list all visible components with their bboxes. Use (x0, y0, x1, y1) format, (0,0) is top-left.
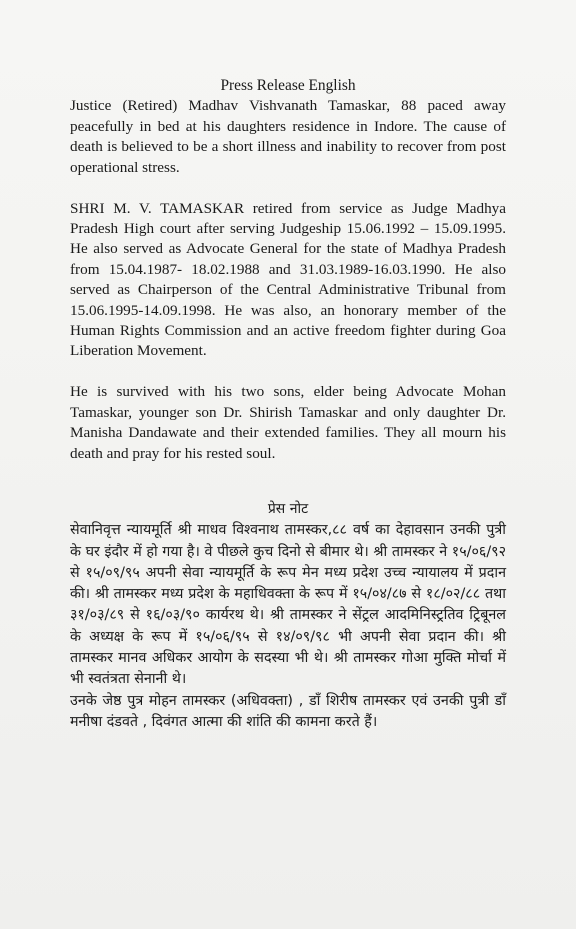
english-paragraph-3: He is survived with his two sons, elder being Advocate Mohan Tamaskar, younger son Dr. Shirish Tamaskar and only daughter Dr. Manisha Dandawate and their extended families. They all mourn his death and pray for his rested soul. (70, 383, 506, 462)
hindi-paragraph-2: उनके जेष्ठ पुत्र मोहन तामस्कर (अधिवक्ता) , डॉं शिरीष तामस्कर एवं उनकी पुत्री डॉं मनीषा दंडवते , दिवंगत आत्मा की शांति की कामना करते हैं। (70, 692, 506, 730)
english-press-release (70, 76, 506, 484)
hindi-press-note (70, 499, 506, 733)
hindi-title: प्रेस नोट (267, 501, 309, 517)
english-title: Press Release English (220, 77, 356, 94)
english-paragraph-1: Justice (Retired) Madhav Vishvanath Tamaskar, 88 paced away peacefully in bed at his daughters residence in Indore. The cause of death is believed to be a short illness and inability to recover from post operational stress. (70, 97, 506, 176)
hindi-paragraph-1: सेवानिवृत्त न्यायमूर्ति श्री माधव विश्वनाथ तामस्कर,८८ वर्ष का देहावसान उनकी पुत्री के घर इंदौर में हो गया है। वे पीछले कुच दिनो से बीमार थे। श्री तामस्कर ने १५/०६/९२ से १५/०९/९५ अपनी सेवा न्यायमूर्ति के रूप मेन मध्य प्रदेश उच्च न्यायालय में प्रदान की। श्री तामस्कर मध्य प्रदेश के महाधिवक्ता के रूप में १५/०४/८७ से १८/०२/८८ तथा ३१/०३/८९ से १६/०३/९० कार्यरथ थे। श्री तामस्कर ने सेंट्रल आदमिनिस्ट्रतिव ट्रिबूनल के अध्यक्ष के रूप में १५/०६/९५ से १४/०९/९८ भी अपनी सेवा प्रदान की। श्री तामस्कर मानव अधिकर आयोग के सदस्या भी थे। श्री तामस्कर गोआ मुक्ति मोर्चा में भी स्वतंत्रता सेनानी थे। (70, 522, 506, 688)
english-paragraph-2: SHRI M. V. TAMASKAR retired from service as Judge Madhya Pradesh High court after serving Judgeship 15.06.1992 – 15.09.1995. He also served as Advocate General for the state of Madhya Pradesh from 15.04.1987- 18.02.1988 and 31.03.1989-16.03.1990. He also served as Chairperson of the Central Administrative Tribunal from 15.06.1995-14.09.1998. He was also, an honorary member of the Human Rights Commission and an active freedom fighter during Goa Liberation Movement. (70, 199, 506, 360)
